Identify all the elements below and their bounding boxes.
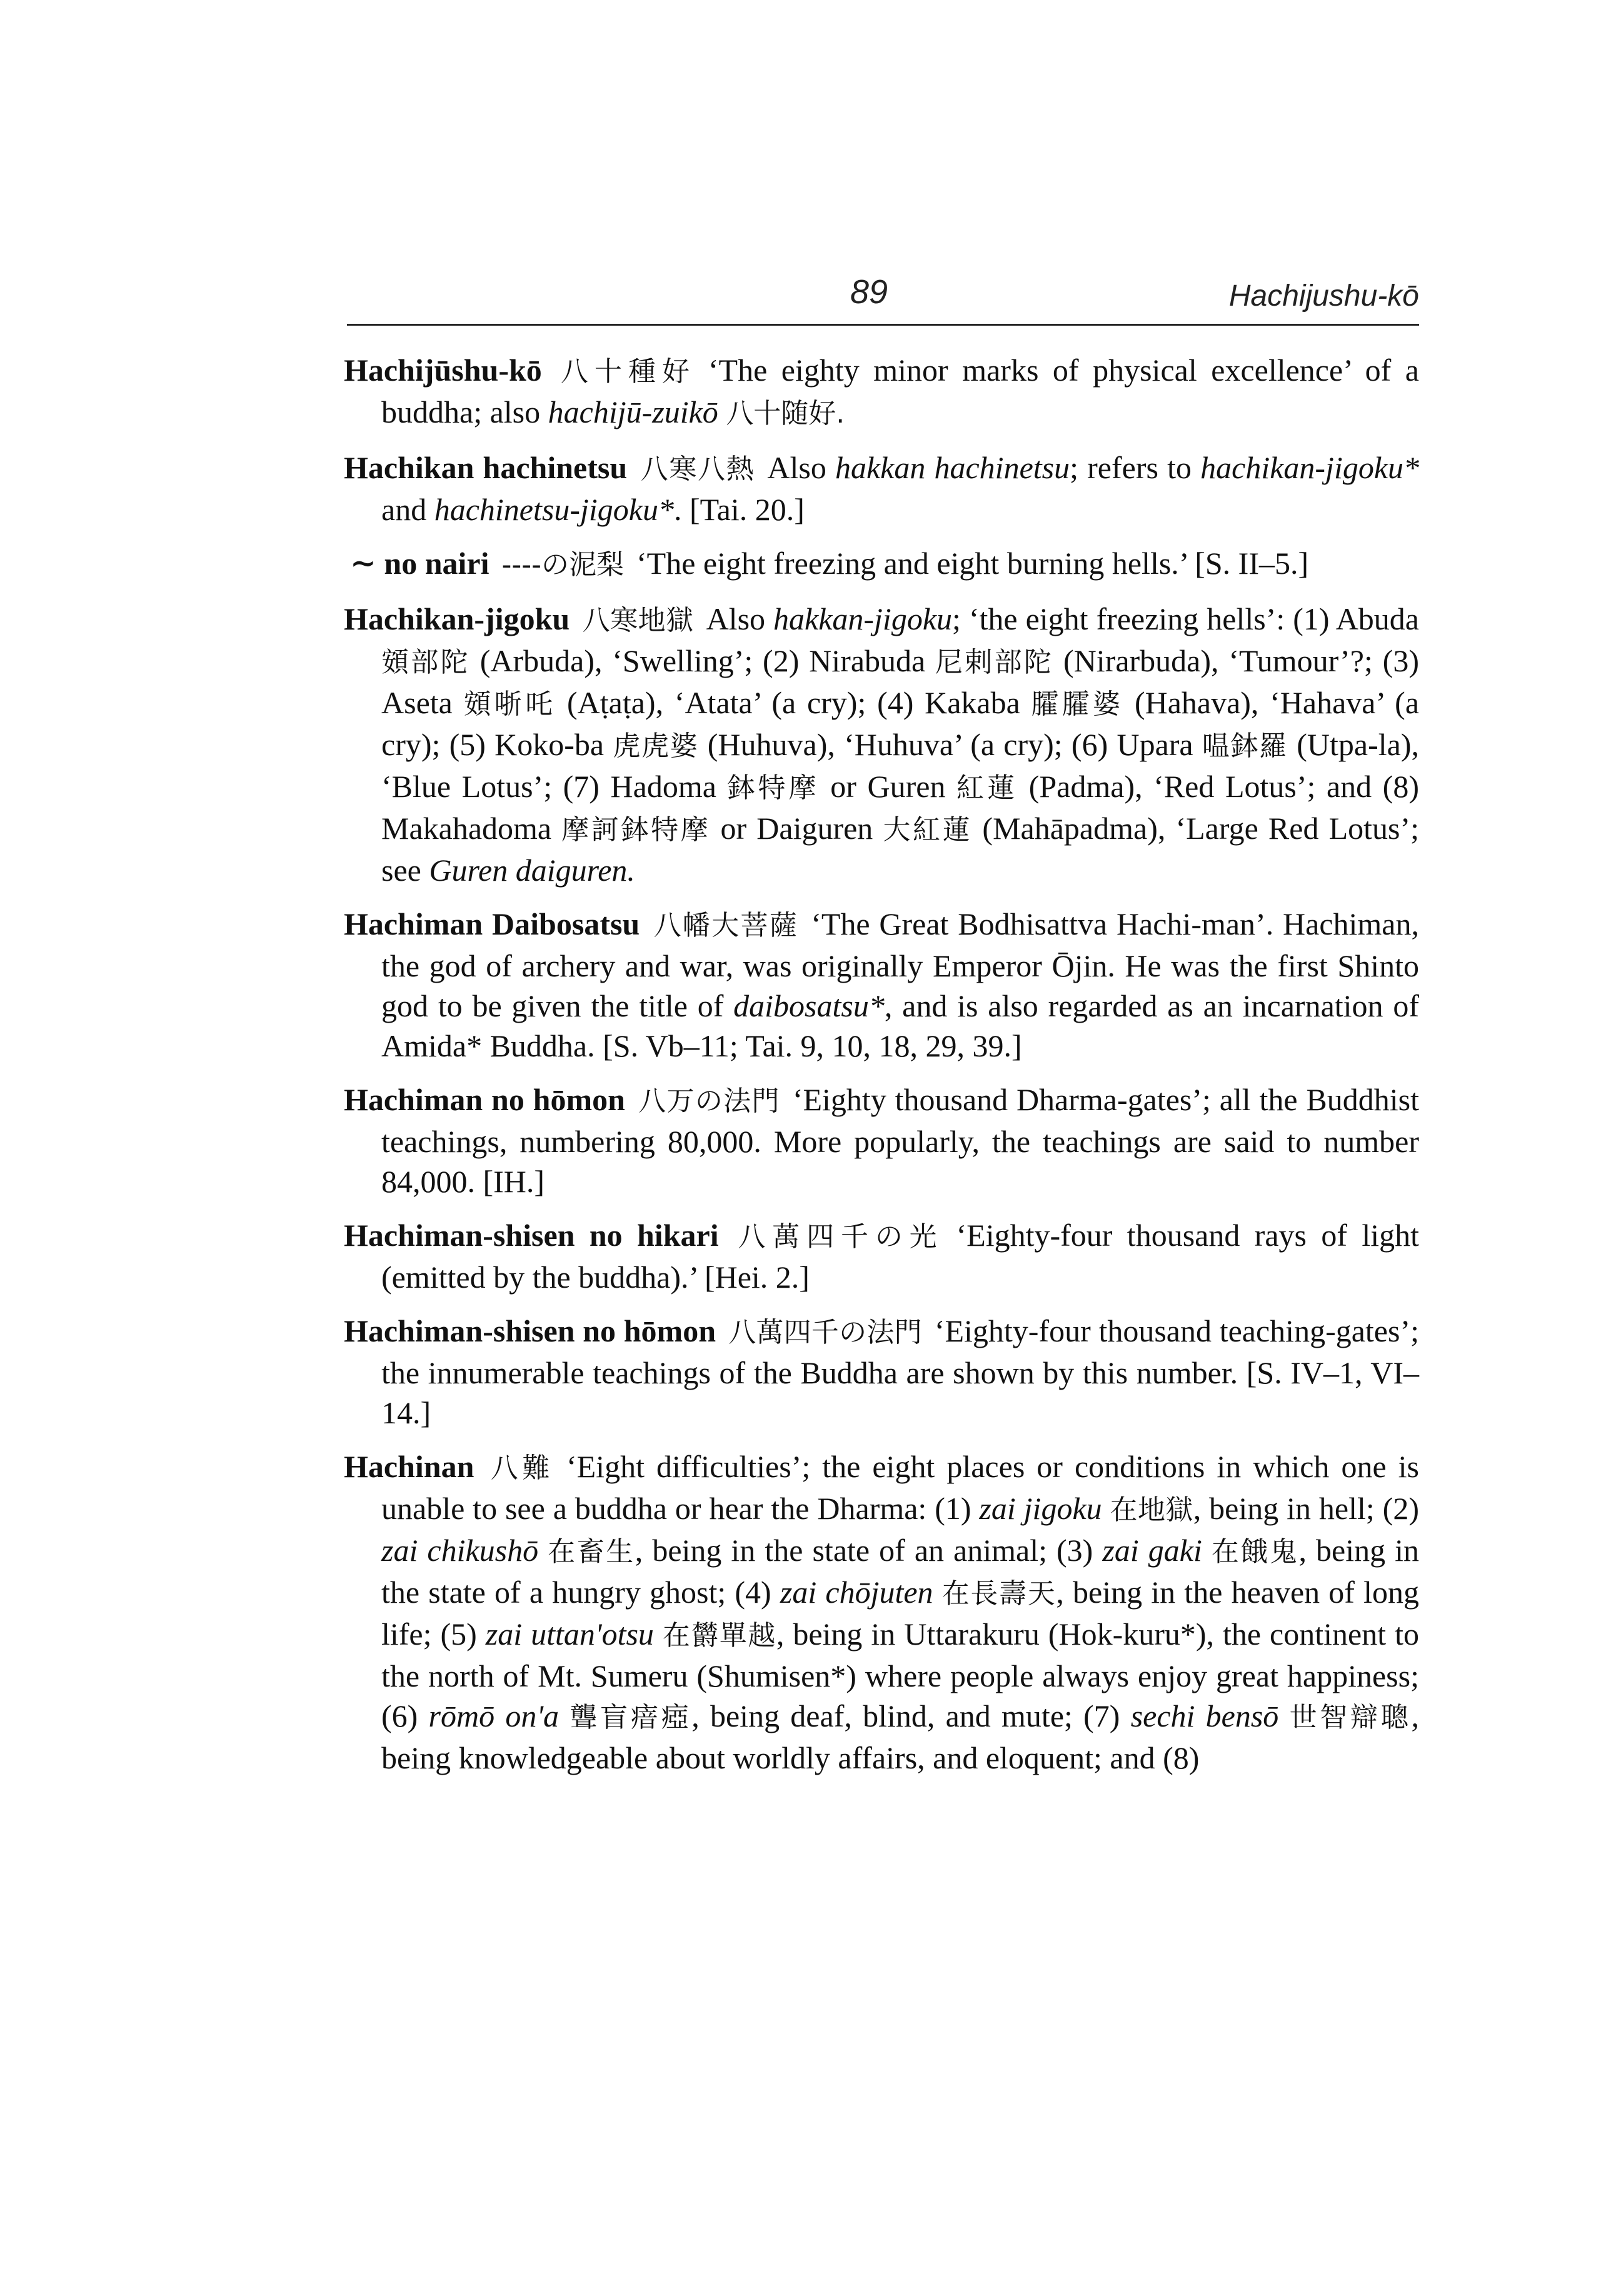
headword: Hachikan-jigoku bbox=[344, 601, 570, 636]
definition-text: (Hahava), ‘Hahava’ (a cry); (5) Koko-ba bbox=[381, 685, 1420, 762]
headword-kanji: 八寒八熱 bbox=[640, 453, 755, 485]
definition: ‘The eighty minor marks of physical excellence’ of a buddha; also bbox=[381, 353, 1420, 429]
definition-text: (Huhuva), ‘Huhuva’ (a cry); (6) Upara bbox=[698, 727, 1202, 762]
definition-text: ‘Eight difficulties’; the eight places or conditions in which one is unable to see a buddha or hear the Dharma: (1) bbox=[381, 1449, 1420, 1526]
headword-kanji: 八十種好 bbox=[554, 356, 696, 388]
headword: Hachikan hachinetsu bbox=[344, 450, 628, 485]
kanji: 聾盲瘖瘂 bbox=[570, 1702, 692, 1733]
entry-hachinan bbox=[344, 1446, 1419, 1778]
headword-kanji: 八萬四千の光 bbox=[731, 1221, 944, 1253]
headword-kanji: ----の泥梨 bbox=[501, 549, 625, 581]
definition-text: (Utpa-la), ‘Blue Lotus’; (7) Hadoma bbox=[381, 727, 1420, 804]
definition-text: (Padma), ‘Red Lotus’; and (8) Makahadoma bbox=[381, 769, 1420, 846]
definition-text: Also bbox=[767, 450, 835, 485]
kanji: 大紅蓮 bbox=[883, 814, 973, 846]
definition-text: Also bbox=[706, 601, 773, 636]
alt-reading: hakkan-jigoku bbox=[773, 601, 953, 636]
definition-text: or Guren bbox=[819, 769, 957, 804]
definition: ‘Eighty thousand Dharma-gates’; all the Buddhist teachings, numbering 80,000. More popularly, the teachings are said to number 84,000. [IH.] bbox=[381, 1082, 1419, 1199]
definition-text: (Aṭaṭa), ‘Atata’ (a cry); (4) Kakaba bbox=[556, 685, 1031, 720]
entry-hachikan-jigoku bbox=[344, 599, 1419, 890]
headword: Hachiman-shisen no hōmon bbox=[344, 1313, 716, 1348]
headword-kanji: 八萬四千の法門 bbox=[728, 1316, 922, 1348]
definition: ‘Eighty-four thousand teaching-gates’; the innumerable teachings of the Buddha are shown by this number. [S. IV–1, VI–14.] bbox=[381, 1313, 1419, 1430]
definition-text: (Arbuda), ‘Swelling’; (2) Nirabuda bbox=[469, 643, 936, 678]
entry-hachiman-daibosatsu bbox=[344, 904, 1419, 1066]
headword: ∼ no nairi bbox=[350, 546, 489, 581]
definition-text: (Nirarbuda), ‘Tumour’?; (3) Aseta bbox=[381, 643, 1420, 720]
italic-term: rōmō on'a bbox=[428, 1698, 560, 1733]
cross-reference: daibosatsu* bbox=[733, 988, 885, 1023]
definition-text: , being in hell; (2) bbox=[1193, 1491, 1419, 1526]
headword-kanji: 八幡大菩薩 bbox=[652, 910, 799, 941]
definition-text: or Daiguren bbox=[710, 811, 883, 846]
headword-kanji: 八万の法門 bbox=[637, 1085, 780, 1117]
entry-hachijushu-ko bbox=[344, 350, 1419, 434]
italic-term: zai jigoku bbox=[979, 1491, 1102, 1526]
definition-text: . [Tai. 20.] bbox=[673, 492, 805, 527]
definition-text: , being deaf, blind, and mute; (7) bbox=[691, 1698, 1131, 1733]
kanji: 世智辯聰 bbox=[1289, 1702, 1412, 1733]
kanji: 頞哳吒 bbox=[463, 688, 556, 720]
page-number: 89 bbox=[850, 273, 888, 311]
definition-text: , and is also regarded as an incarnation of Amida* Buddha. [S. Vb–11; Tai. 9, 10, 18, 29, 39.] bbox=[381, 988, 1419, 1063]
kanji: 虎虎婆 bbox=[613, 730, 699, 762]
definition-text: ‘The Great Bodhisattva Hachi-man’. Hachiman, the god of archery and war, was originally Emperor Ōjin. He was the first Shinto god to be given the title of bbox=[381, 906, 1419, 1023]
kanji: 頞部陀 bbox=[381, 646, 470, 678]
italic-term: zai uttan'otsu bbox=[485, 1617, 654, 1652]
headword: Hachiman-shisen no hikari bbox=[344, 1218, 719, 1253]
headword-kanji: 八寒地獄 bbox=[582, 604, 694, 636]
cross-reference: Guren daiguren. bbox=[429, 853, 635, 888]
cross-reference: hachinetsu-jigoku* bbox=[434, 492, 674, 527]
definition-text: , being in the heaven of long life; (5) bbox=[381, 1575, 1420, 1652]
alt-reading: hakkan hachinetsu bbox=[835, 450, 1070, 485]
entry-hachiman-shisen-no-homon bbox=[344, 1311, 1419, 1433]
definition: ‘The eight freezing and eight burning hells.’ [S. II–5.] bbox=[636, 546, 1309, 581]
kanji: 在欝單越 bbox=[662, 1620, 776, 1652]
entry-hachiman-shisen-no-hikari bbox=[344, 1215, 1419, 1297]
alt-kanji: 八十随好. bbox=[726, 398, 845, 429]
italic-term: sechi bensō bbox=[1130, 1698, 1279, 1733]
kanji: 在地獄 bbox=[1110, 1494, 1193, 1526]
italic-term: zai chōjuten bbox=[780, 1575, 933, 1610]
page-header bbox=[347, 261, 1419, 326]
definition-text: (Mahāpadma), ‘Large Red Lotus’; see bbox=[381, 811, 1420, 888]
kanji: 在畜生 bbox=[548, 1536, 635, 1568]
headword-kanji: 八難 bbox=[486, 1452, 554, 1484]
definition-text: , being in Uttarakuru (Hok-kuru*), the continent to the north of Mt. Sumeru (Shumisen*) where people always enjoy great happiness; (6) bbox=[381, 1617, 1419, 1733]
dictionary-entries bbox=[344, 350, 1419, 1792]
definition: ‘Eighty-four thousand rays of light (emitted by the buddha).’ [Hei. 2.] bbox=[381, 1218, 1420, 1295]
headword: Hachiman no hōmon bbox=[344, 1082, 625, 1117]
headword: Hachijūshu-kō bbox=[344, 353, 542, 388]
entry-hachiman-no-homon bbox=[344, 1080, 1419, 1201]
definition-text: and bbox=[381, 492, 434, 527]
kanji: 尼剌部陀 bbox=[935, 646, 1054, 678]
kanji: 在長壽天 bbox=[941, 1578, 1056, 1610]
definition-text: ; ‘the eight freezing hells’: (1) Abuda bbox=[952, 601, 1420, 636]
headword: Hachinan bbox=[344, 1449, 474, 1484]
italic-term: zai gaki bbox=[1102, 1533, 1202, 1568]
kanji: 在餓鬼 bbox=[1211, 1536, 1299, 1568]
headword: Hachiman Daibosatsu bbox=[344, 906, 640, 941]
kanji: 嗢鉢羅 bbox=[1202, 730, 1288, 762]
kanji: 臛臛婆 bbox=[1031, 688, 1124, 720]
definition-text: ; refers to bbox=[1070, 450, 1201, 485]
kanji: 紅蓮 bbox=[956, 772, 1018, 804]
kanji: 鉢特摩 bbox=[727, 772, 820, 804]
definition-text: , being knowledgeable about worldly affairs, and eloquent; and (8) bbox=[381, 1698, 1420, 1775]
alt-reading: hachijū-zuikō bbox=[548, 394, 718, 429]
running-head: Hachijushu-kō bbox=[1228, 279, 1419, 313]
entry-hachikan-hachinetsu bbox=[344, 448, 1419, 529]
definition-text: , being in the state of an animal; (3) bbox=[635, 1533, 1103, 1568]
kanji: 摩訶鉢特摩 bbox=[561, 814, 711, 846]
entry-no-nairi bbox=[350, 543, 1419, 585]
cross-reference: hachikan-jigoku* bbox=[1200, 450, 1420, 485]
italic-term: zai chikushō bbox=[381, 1533, 539, 1568]
definition-text: , being in the state of a hungry ghost; (4) bbox=[381, 1533, 1420, 1610]
